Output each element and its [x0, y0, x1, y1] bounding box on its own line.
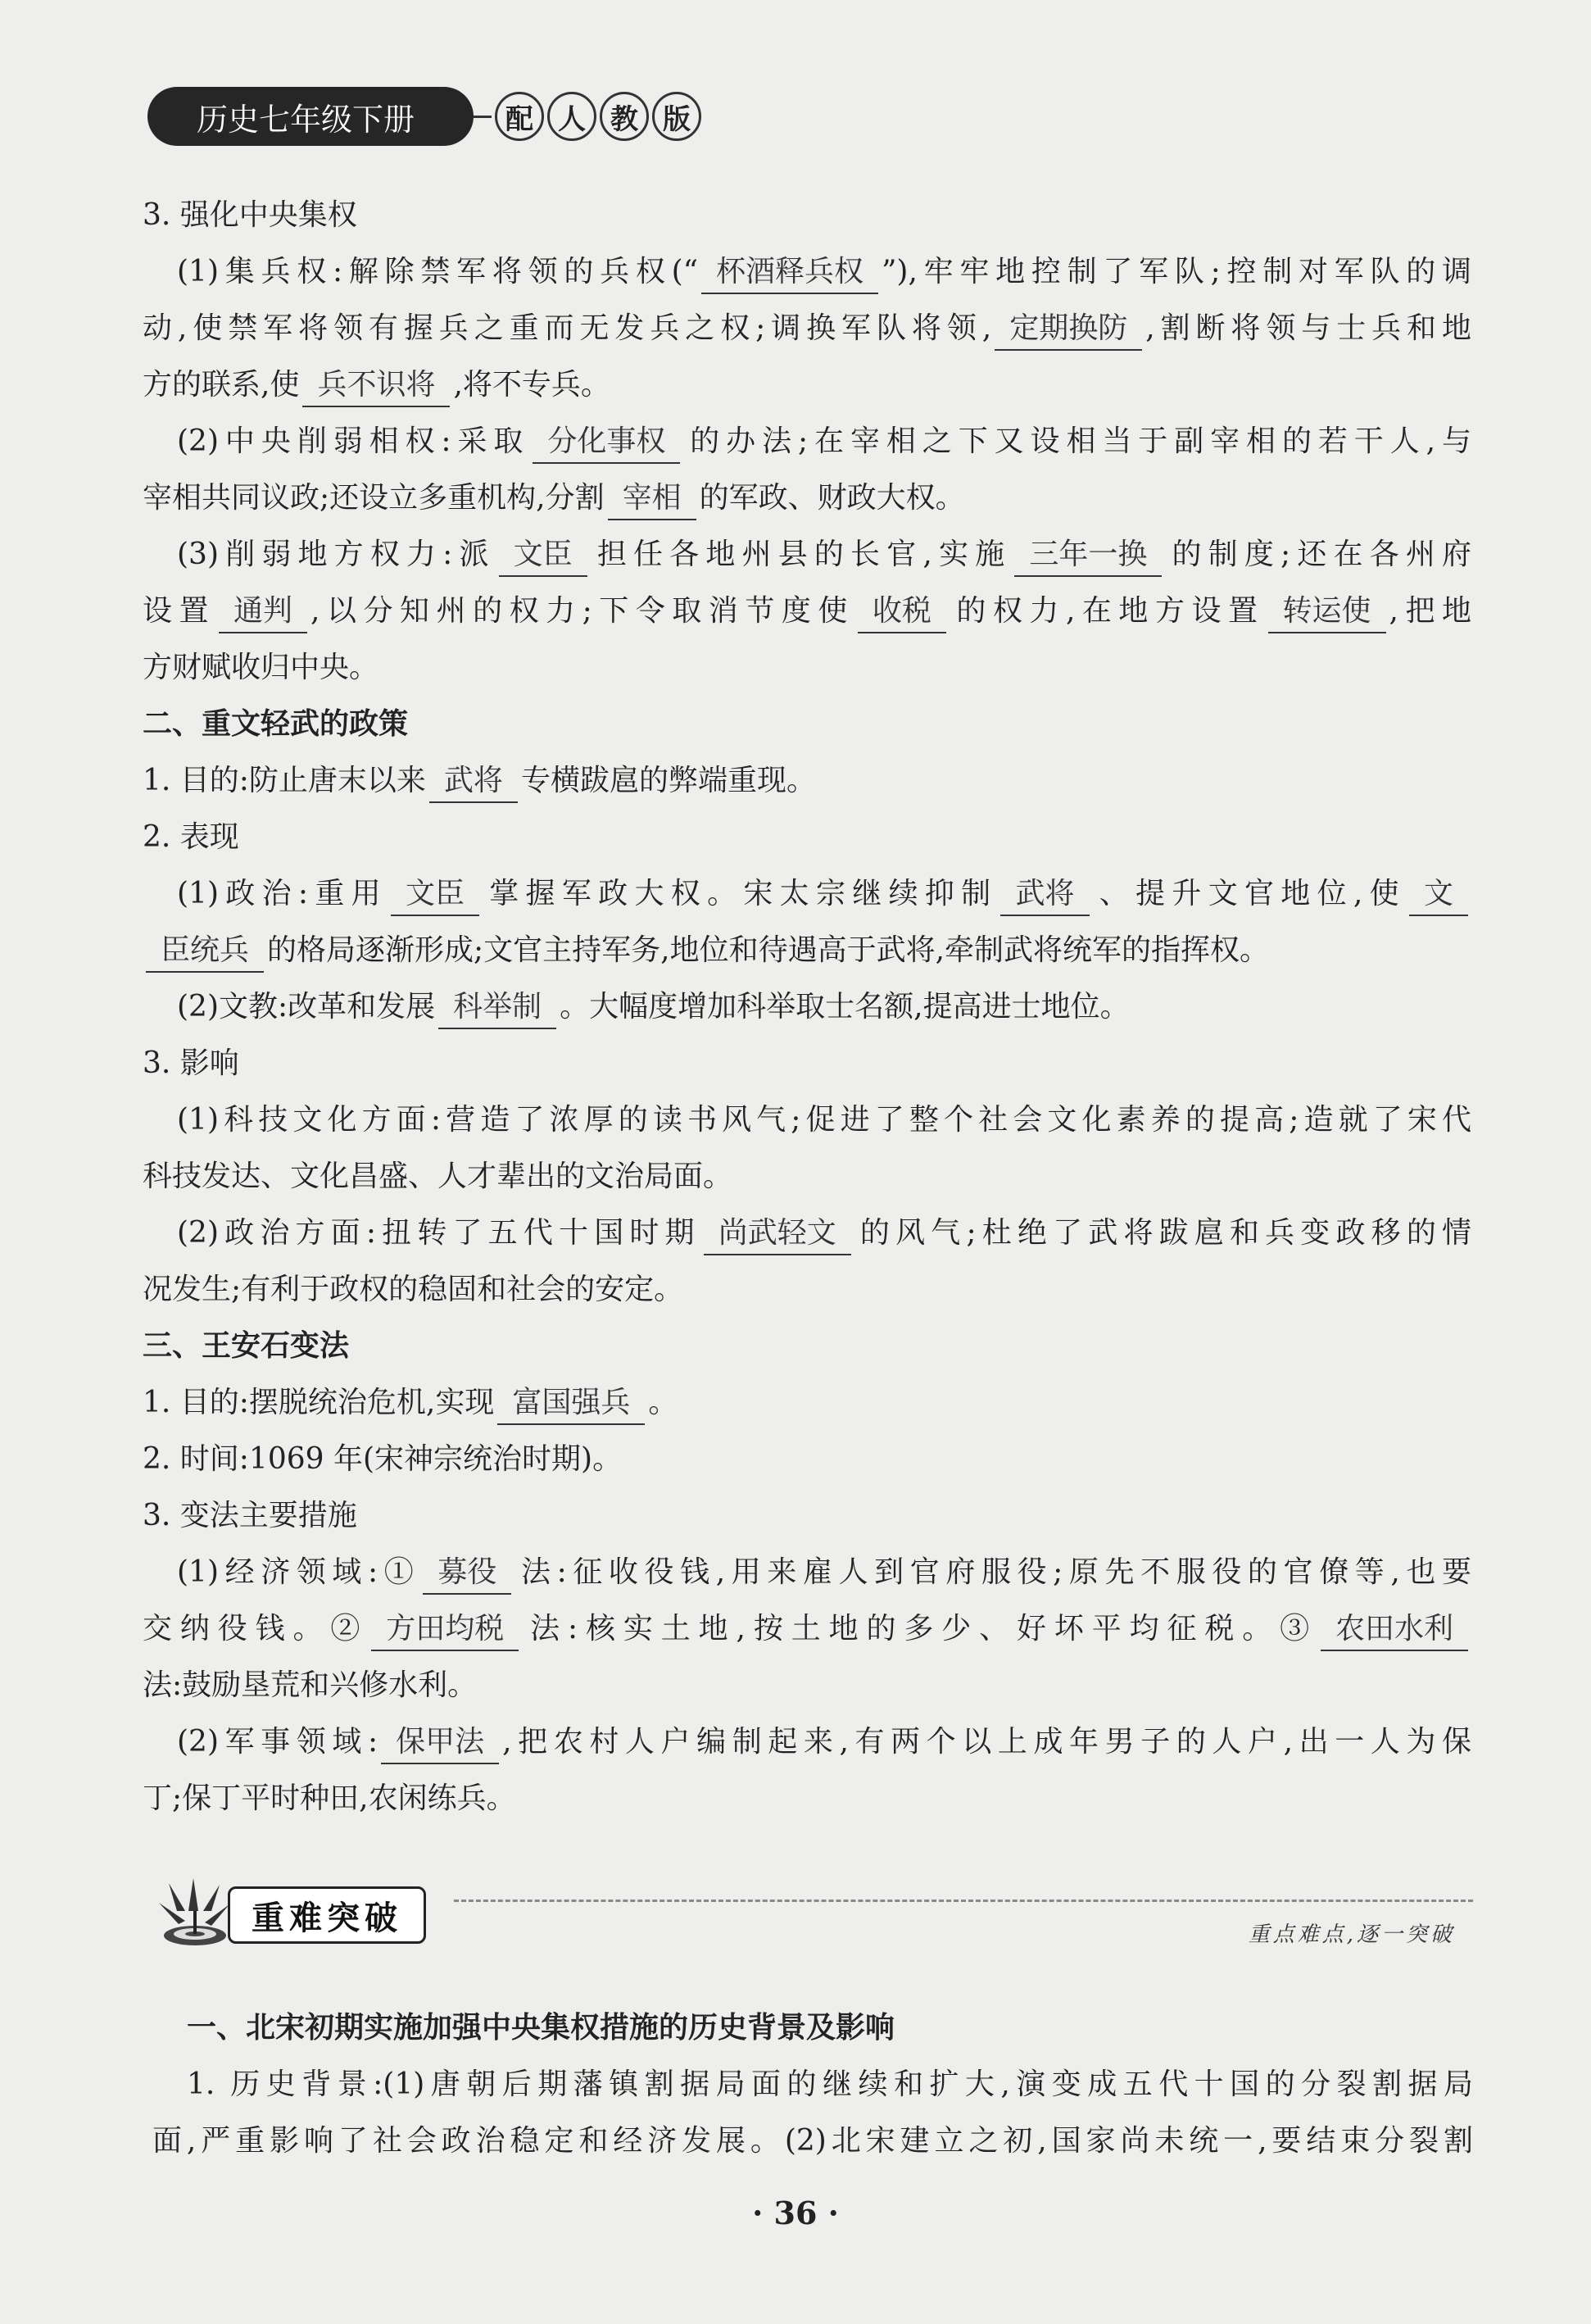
edition-char: 版: [652, 92, 701, 141]
text-line: (1)科技文化方面:营造了浓厚的读书风气;促进了整个社会文化素养的提高;造就了宋代: [177, 1103, 1471, 1137]
answer-blank: 兵不识将: [302, 365, 450, 407]
text-line: 宰相共同议政;还设立多重机构,分割 宰相 的军政、财政大权。: [143, 470, 1471, 526]
answer-blank: 科举制: [438, 987, 556, 1029]
answer-blank: 臣统兵: [146, 930, 264, 973]
text-line: 2. 时间:1069 年(宋神宗统治时期)。: [143, 1442, 623, 1476]
text-line: 面,严重影响了社会政治稳定和经济发展。(2)北宋建立之初,国家尚未统一,要结束分裂割: [152, 2124, 1473, 2158]
section-banner: [152, 1875, 1473, 1950]
header-connector: [474, 116, 492, 118]
banner-subtitle: 重点难点,逐一突破: [1248, 1922, 1455, 1947]
answer-blank: 文: [1409, 874, 1468, 916]
text-line: 方的联系,使 兵不识将 ,将不专兵。: [143, 356, 1471, 413]
answer-blank: 文臣: [391, 874, 479, 916]
answer-blank: 尚武轻文: [704, 1213, 851, 1255]
text-line: 方财赋收归中央。: [143, 651, 379, 684]
text-line: (1)经济领域:① 募役 法:征收役钱,用来雇人到官府服役;原先不服役的官僚等,也要: [143, 1544, 1471, 1600]
answer-blank: 文臣: [499, 534, 587, 577]
answer-blank: 分化事权: [533, 421, 680, 464]
text-line: 况发生;有利于政权的稳固和社会的安定。: [143, 1273, 684, 1306]
text-line: (2)军事领域: 保甲法 ,把农村人户编制起来,有两个以上成年男子的人户,出一人为保: [143, 1713, 1471, 1770]
text-line: 1. 目的:摆脱统治危机,实现 富国强兵 。: [143, 1374, 1471, 1431]
answer-blank: 富国强兵: [497, 1382, 645, 1425]
subheading: 3. 变法主要措施: [143, 1499, 357, 1532]
edition-char: 教: [600, 92, 649, 141]
answer-blank: 宰相: [608, 478, 696, 520]
subheading: 3. 强化中央集权: [143, 198, 357, 232]
banner-title: 重难突破: [228, 1886, 426, 1944]
answer-blank: 募役: [423, 1552, 511, 1595]
text-line: 臣统兵 的格局逐渐形成;文官主持军务,地位和待遇高于武将,牵制武将统军的指挥权。: [143, 922, 1471, 978]
text-line: 设置 通判 ,以分知州的权力;下令取消节度使 收税 的权力,在地方设置 转运使 ,把地: [143, 583, 1471, 639]
text-line: (1)政治:重用 文臣 掌握军政大权。宋太宗继续抑制 武将 、提升文官地位,使 文: [143, 865, 1471, 922]
answer-blank: 农田水利: [1321, 1609, 1468, 1651]
answer-blank: 收税: [858, 591, 946, 633]
edition-char: 人: [547, 92, 596, 141]
banner-divider: [454, 1900, 1473, 1902]
section-heading: 一、北宋初期实施加强中央集权措施的历史背景及影响: [187, 2011, 895, 2045]
page-header: [147, 85, 701, 148]
difficulty-section: [152, 1999, 1473, 2169]
text-line: 丁;保丁平时种田,农闲练兵。: [143, 1782, 516, 1815]
answer-blank: 武将: [429, 760, 518, 803]
text-line: (2)文教:改革和发展 科举制 。大幅度增加科举取士名额,提高进士地位。: [143, 978, 1471, 1035]
section-heading: 二、重文轻武的政策: [143, 707, 409, 741]
text-line: 法:鼓励垦荒和兴修水利。: [143, 1668, 478, 1702]
text-line: 动,使禁军将领有握兵之重而无发兵之权;调换军队将领, 定期换防 ,割断将领与士兵和地: [143, 300, 1471, 356]
answer-blank: 方田均税: [371, 1609, 519, 1651]
answer-blank: 通判: [219, 591, 307, 633]
answer-blank: 三年一换: [1014, 534, 1162, 577]
target-emblem-icon: [152, 1875, 234, 1950]
subheading: 3. 影响: [143, 1046, 239, 1080]
text-line: 交纳役钱。② 方田均税 法:核实土地,按土地的多少、好坏平均征税。③ 农田水利: [143, 1600, 1471, 1657]
text-line: (1)集兵权:解除禁军将领的兵权(“ 杯酒释兵权 ”),牢牢地控制了军队;控制对军队的调: [143, 243, 1471, 300]
text-line: (2)政治方面:扭转了五代十国时期 尚武轻文 的风气;杜绝了武将跋扈和兵变政移的情: [143, 1205, 1471, 1261]
text-line: (2)中央削弱相权:采取 分化事权 的办法;在宰相之下又设相当于副宰相的若干人,与: [143, 413, 1471, 470]
text-line: (3)削弱地方权力:派 文臣 担任各地州县的长官,实施 三年一换 的制度;还在各州府: [143, 526, 1471, 583]
section-heading: 三、王安石变法: [143, 1329, 350, 1363]
main-content: [143, 187, 1471, 1827]
page-number: · 36 ·: [752, 2195, 839, 2231]
text-line: 1. 目的:防止唐末以来 武将 专横跋扈的弊端重现。: [143, 752, 1471, 809]
book-title: 历史七年级下册: [147, 87, 474, 146]
text-line: 1. 历史背景:(1)唐朝后期藩镇割据局面的继续和扩大,演变成五代十国的分裂割据局: [187, 2068, 1473, 2101]
answer-blank: 武将: [1000, 874, 1089, 916]
subheading: 2. 表现: [143, 820, 239, 854]
answer-blank: 转运使: [1268, 591, 1386, 633]
answer-blank: 定期换防: [995, 308, 1142, 351]
answer-blank: 保甲法: [381, 1722, 499, 1764]
edition-char: 配: [495, 92, 544, 141]
answer-blank: 杯酒释兵权: [701, 252, 878, 294]
text-line: 科技发达、文化昌盛、人才辈出的文治局面。: [143, 1160, 733, 1193]
